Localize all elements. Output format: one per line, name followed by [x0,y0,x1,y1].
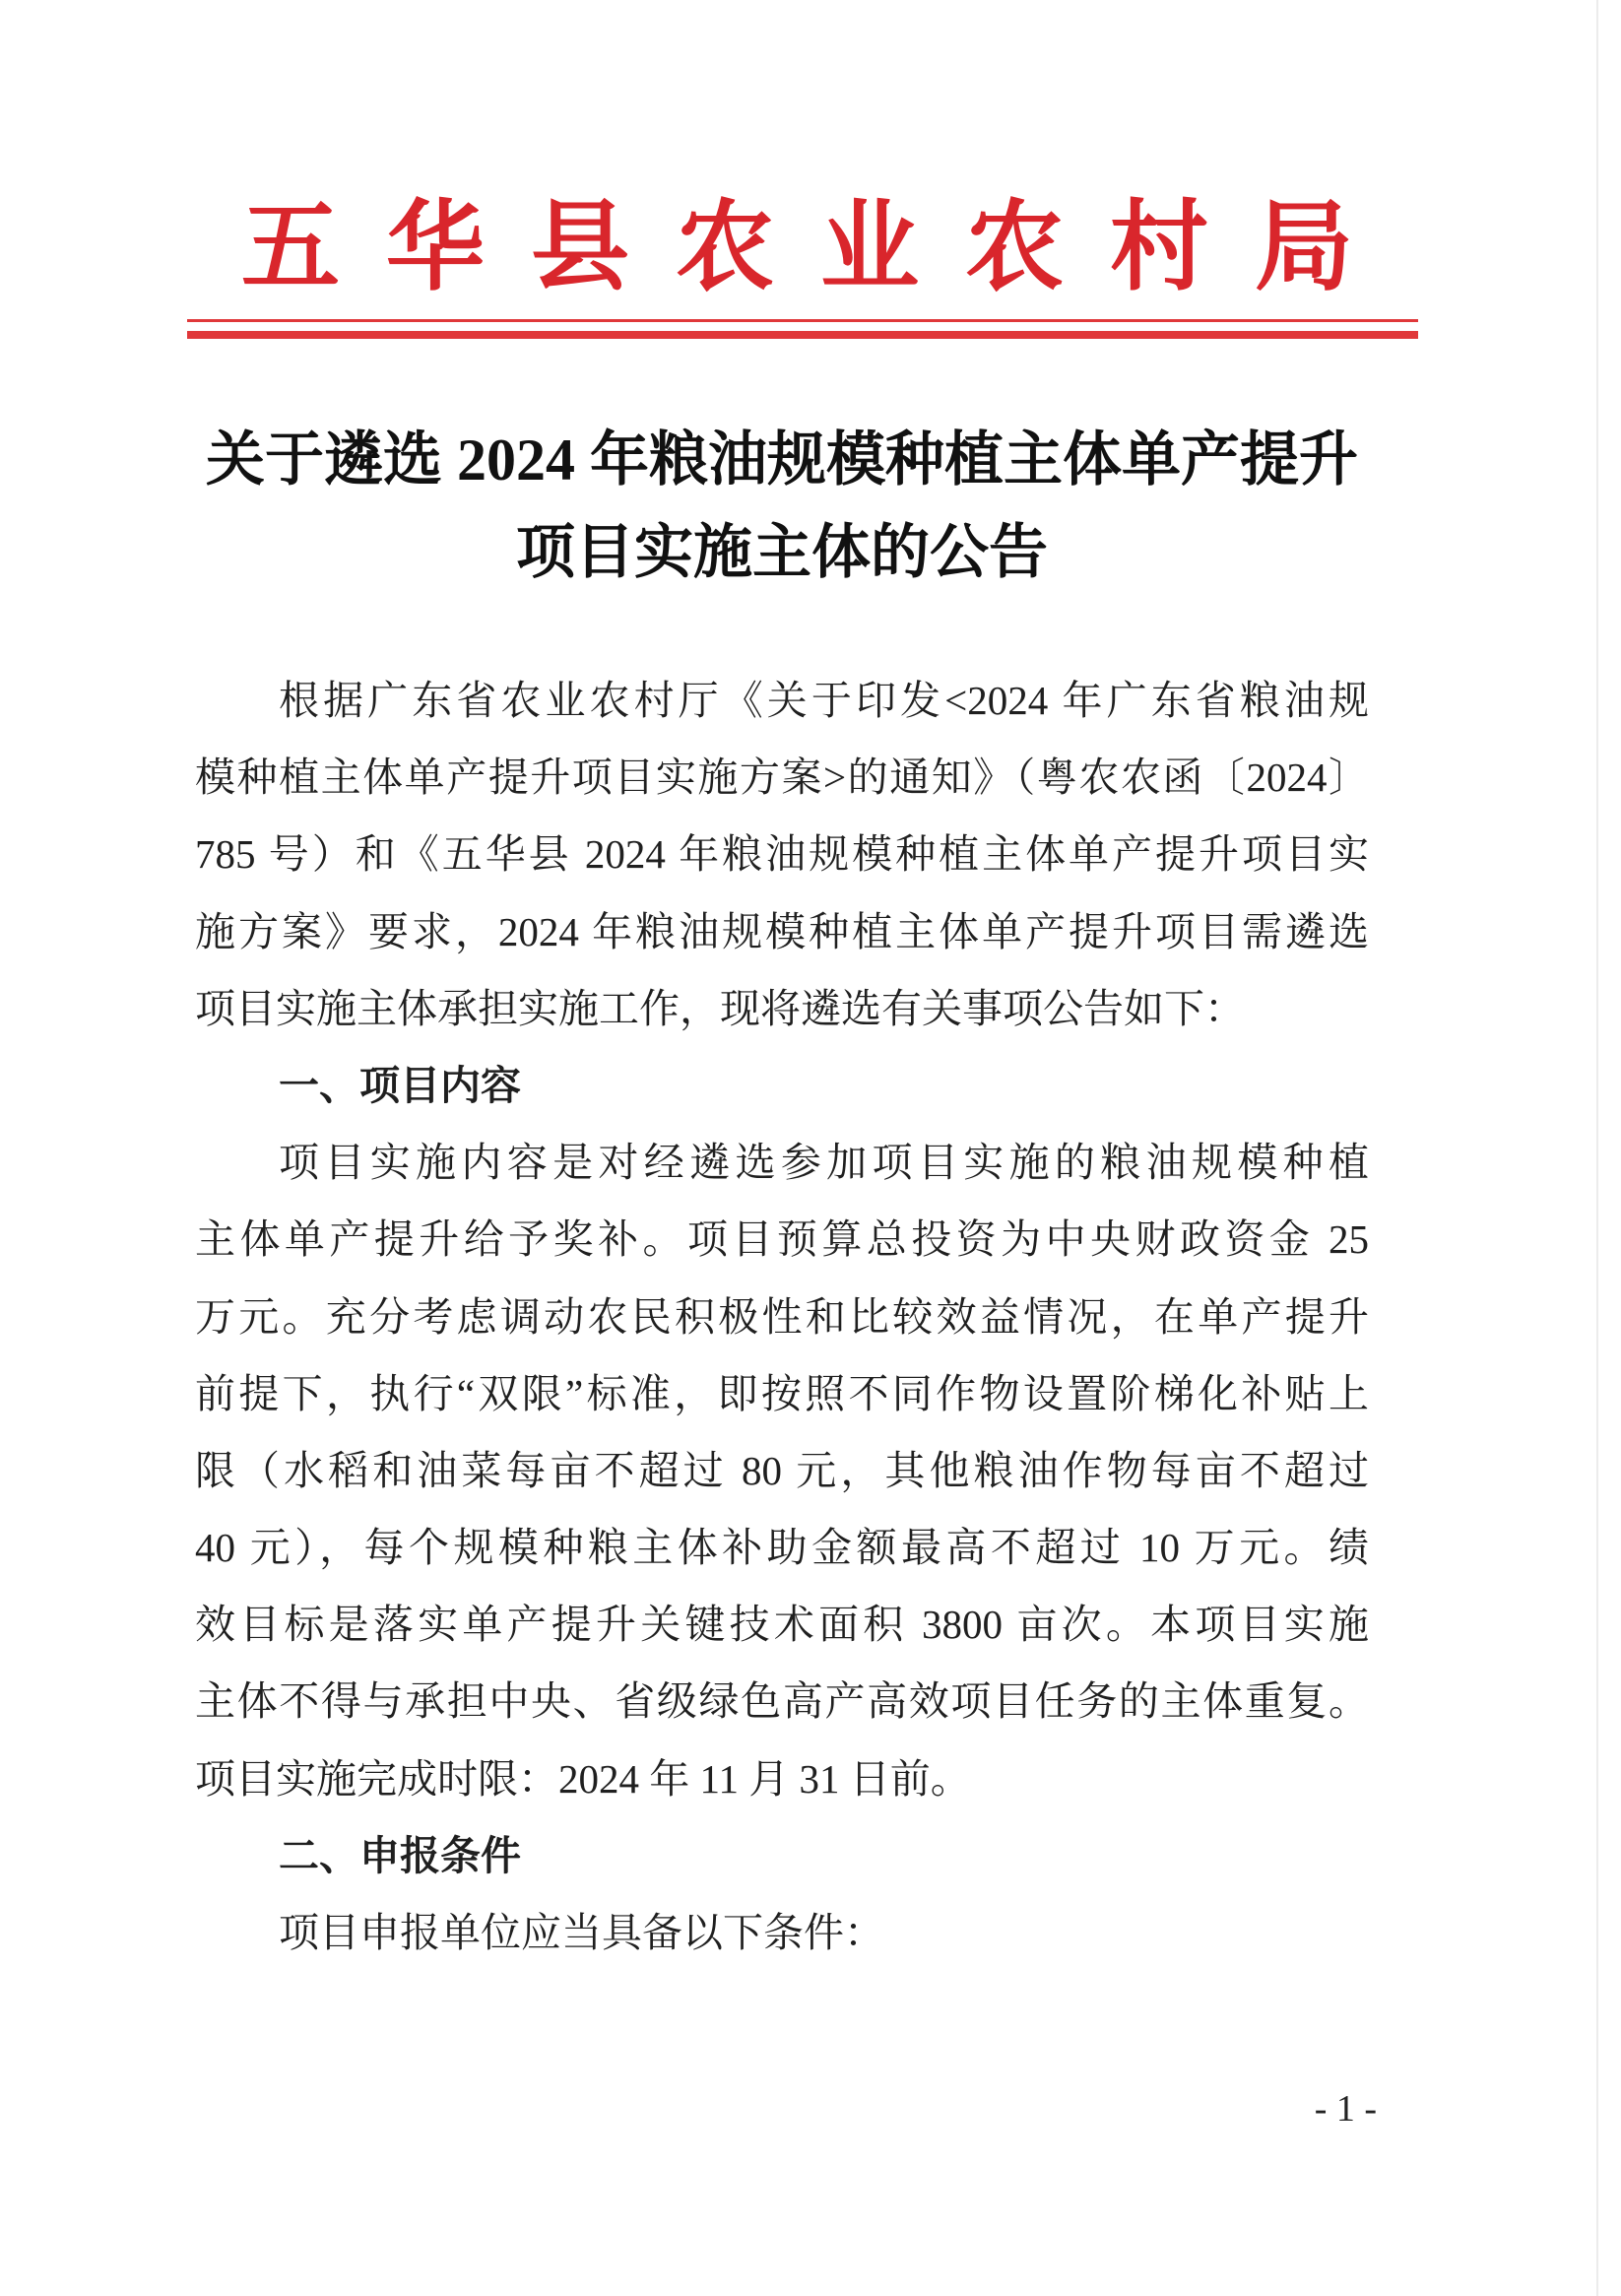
title-line-1: 关于遴选 2024 年粮油规模种植主体单产提升 [206,427,1358,492]
letterhead-rule-thin [187,319,1418,322]
scan-edge-line [1596,0,1598,2296]
body-line: 模种植主体单产提升项目实施方案>的通知》（粤农农函〔2024〕 [195,754,1369,801]
body-line: 项目实施主体承担实施工作，现将遴选有关事项公告如下： [195,985,1245,1031]
document-title [195,414,1369,599]
body-line: 主体单产提升给予奖补。项目预算总投资为中央财政资金 25 [195,1216,1369,1263]
section-1-paragraph [195,1124,1369,1817]
letterhead-rule-thick [187,331,1418,339]
body-line: 主体不得与承担中央、省级绿色高产高效项目任务的主体重复。 [195,1678,1369,1725]
body-line: 40 元），每个规模种粮主体补助金额最高不超过 10 万元。绩 [195,1525,1369,1571]
section-2-heading: 二、申报条件 [279,1832,521,1878]
body-line: 项目实施完成时限：2024 年 11 月 31 日前。 [195,1755,971,1802]
body-line: 785 号）和《五华县 2024 年粮油规模种植主体单产提升项目实 [195,831,1369,878]
body-line: 项目申报单位应当具备以下条件： [279,1910,884,1955]
section-1-heading: 一、项目内容 [279,1062,521,1108]
intro-paragraph [195,662,1369,1047]
letterhead-agency-name: 五华县农业农村局 [241,193,1399,302]
title-line-2: 项目实施主体的公告 [516,520,1048,585]
body-line: 效目标是落实单产提升关键技术面积 3800 亩次。本项目实施 [195,1602,1369,1648]
body-line: 施方案》要求，2024 年粮油规模种植主体单产提升项目需遴选 [195,908,1369,954]
body-line: 根据广东省农业农村厅《关于印发<2024 年广东省粮油规 [279,678,1369,723]
body-line: 前提下，执行“双限”标准，即按照不同作物设置阶梯化补贴上 [195,1370,1369,1416]
section-2-paragraph [195,1894,1369,1971]
body-line: 项目实施内容是对经遴选参加项目实施的粮油规模种植 [279,1140,1369,1186]
document-body [195,662,1369,1971]
body-line: 万元。充分考虑调动农民积极性和比较效益情况，在单产提升 [195,1293,1369,1340]
page-number: - 1 - [1314,2088,1377,2130]
body-line: 限（水稻和油菜每亩不超过 80 元，其他粮油作物每亩不超过 [195,1447,1369,1493]
